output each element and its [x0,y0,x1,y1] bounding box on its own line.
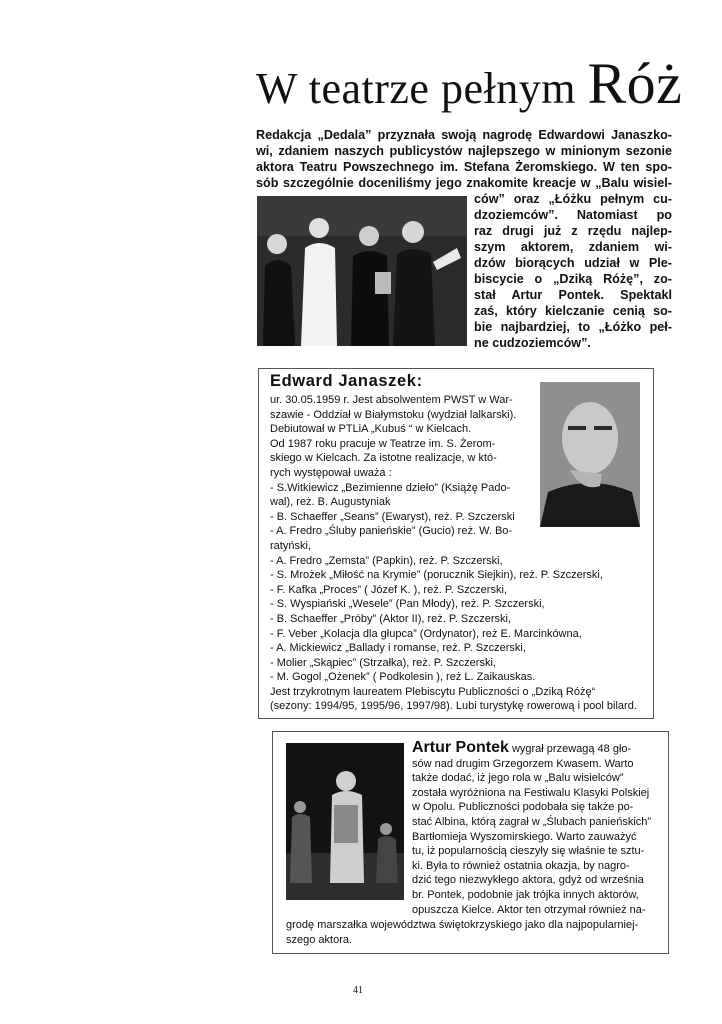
lead-line: sób szczególnie doceniliśmy jego znakomite kreacje w „Balu wisiel- [256,176,672,190]
janaszek-bio-text [270,393,637,714]
title-main: W teatrze pełnym [256,64,588,113]
award-ceremony-photo [257,196,467,346]
pontek-line: dzić tego niezwykłego aktora, gdyż od września [412,874,644,887]
lead-line: bie najbardziej, to „Łóżko peł- [474,320,672,334]
pontek-line: szego aktora. [286,933,353,946]
pontek-first-rest: wygrał przewagą 48 gło- [508,743,632,755]
janaszek-name-heading: Edward Janaszek: [270,372,423,390]
bio-line: rych występował uważa : [270,466,392,479]
bio-line: - M. Gogol „Ożenek” ( Podkolesin ), reż L. Zaikauskas. [270,671,536,684]
lead-line: szym aktorem, zdaniem wi- [474,240,672,254]
pontek-line: br. Pontek, podobnie jak trójka innych aktorów, [412,888,639,901]
lead-line: dzoziemców”. Natomiast po [474,208,672,222]
pontek-line: także dodać, iż jego rola w „Balu wisielców” [412,772,624,785]
pontek-line: tu, iż popularnością cieszyły się właśnie te sztu- [412,845,645,858]
lead-line: stał Artur Pontek. Spektakl [474,288,672,302]
bio-line: Jest trzykrotnym laureatem Plebiscytu Publiczności o „Dziką Różę“ [270,685,596,698]
bio-line: - Molier „Skąpiec” (Strzałka), reż. P. Szczerski, [270,656,496,669]
pontek-text-full [286,918,638,947]
pontek-first-line [412,741,651,757]
bio-line: - S. Wyspiański „Wesele” (Pan Młody), reż. P. Szczerski, [270,598,545,611]
lead-paragraph-continued [474,191,672,351]
bio-line: ratyński, [270,539,311,552]
pontek-stage-photo [286,743,404,900]
pontek-line: ki. Była to również ostatnia okazja, by nagro- [412,859,630,872]
bio-line: - S.Witkiewicz „Bezimienne dzieło” (Książę Pado- [270,481,511,494]
bio-line: Od 1987 roku pracuje w Teatrze im. S. Żerom- [270,437,496,450]
pontek-line: grodę marszałka województwa świętokrzyskiego jako dla najpopularniej- [286,919,639,931]
pontek-line: Bartłomieja Wyszomirskiego. Warto zauważyć [412,830,637,843]
title-big: Róż [587,51,683,116]
lead-line: biscycie o „Dziką Różę”, zo- [474,272,672,286]
page-title [256,51,683,116]
bio-line: - A. Mickiewicz „Ballady i romanse, reż. P. Szczerski, [270,642,526,655]
lead-line: dzów biorących udział w Ple- [474,256,672,270]
bio-line: - S. Mrożek „Miłość na Krymie” (porucznik Siejkin), reż. P. Szczerski, [270,569,603,582]
lead-line: wi, zdaniem naszych publicystów najlepszego w minionym sezonie [256,144,672,158]
award-ceremony-illustration [257,196,467,346]
lead-line: Redakcja „Dedala” przyznała swoją nagrodę Edwardowi Janaszko- [256,128,672,142]
page-number: 41 [353,985,363,996]
bio-line: - F. Veber „Kolacja dla głupca” (Ordynator), reż E. Marcinkówna, [270,627,582,640]
bio-line: (sezony: 1994/95, 1995/96, 1997/98). Lubi turystykę rowerową i pool bilard. [270,700,637,713]
pontek-name: Artur Pontek [412,739,509,756]
stage-illustration [286,743,404,900]
lead-paragraph [256,127,672,191]
pontek-line: została wyróżniona na Festiwalu Klasyki Polskiej [412,786,650,799]
lead-line: aktora Teatru Powszechnego im. Stefana Żeromskiego. W ten spo- [256,160,672,174]
bio-line: Debiutował w PTLiA „Kubuś “ w Kielcach. [270,423,472,436]
lead-line: raz drugi już z rzędu najlep- [474,224,672,238]
bio-line: - B. Schaeffer „Seans” (Ewaryst), reż. P. Szczerski [270,510,515,523]
bio-line: - B. Schaeffer „Próby” (Aktor II), reż. P. Szczerski, [270,612,512,625]
bio-line: - A. Fredro „Śluby panieńskie” (Gucio) reż. W. Bo- [270,525,513,538]
pontek-text-right [412,741,651,917]
pontek-line: stać Albina, którą zagrał w „Ślubach panieńskich” [412,815,652,828]
pontek-line: w Opolu. Publiczności podobała się także po- [412,801,634,814]
bio-line: wal), reż. B. Augustyniak [270,496,391,509]
bio-line: skiego w Kielcach. Za istotne realizacje, w któ- [270,452,497,465]
lead-line: zaś, który kielczanie cenią so- [474,304,672,318]
lead-line: ne cudzoziemców”. [474,336,591,350]
pontek-line: opuszcza Kielce. Aktor ten otrzymał również na- [412,903,646,916]
lead-line: ców” oraz „Łóżku pełnym cu- [474,192,672,206]
bio-line: ur. 30.05.1959 r. Jest absolwentem PWST w War- [270,394,513,406]
bio-line: szawie - Oddział w Białymstoku (wydział lalkarski). [270,408,517,421]
pontek-line: sów nad drugim Grzegorzem Kwasem. Warto [412,757,634,770]
bio-line: - F. Kafka „Proces” ( Józef K. ), reż. P. Szczerski, [270,583,507,596]
bio-line: - A. Fredro „Zemsta” (Papkin), reż. P. Szczerski, [270,554,503,567]
